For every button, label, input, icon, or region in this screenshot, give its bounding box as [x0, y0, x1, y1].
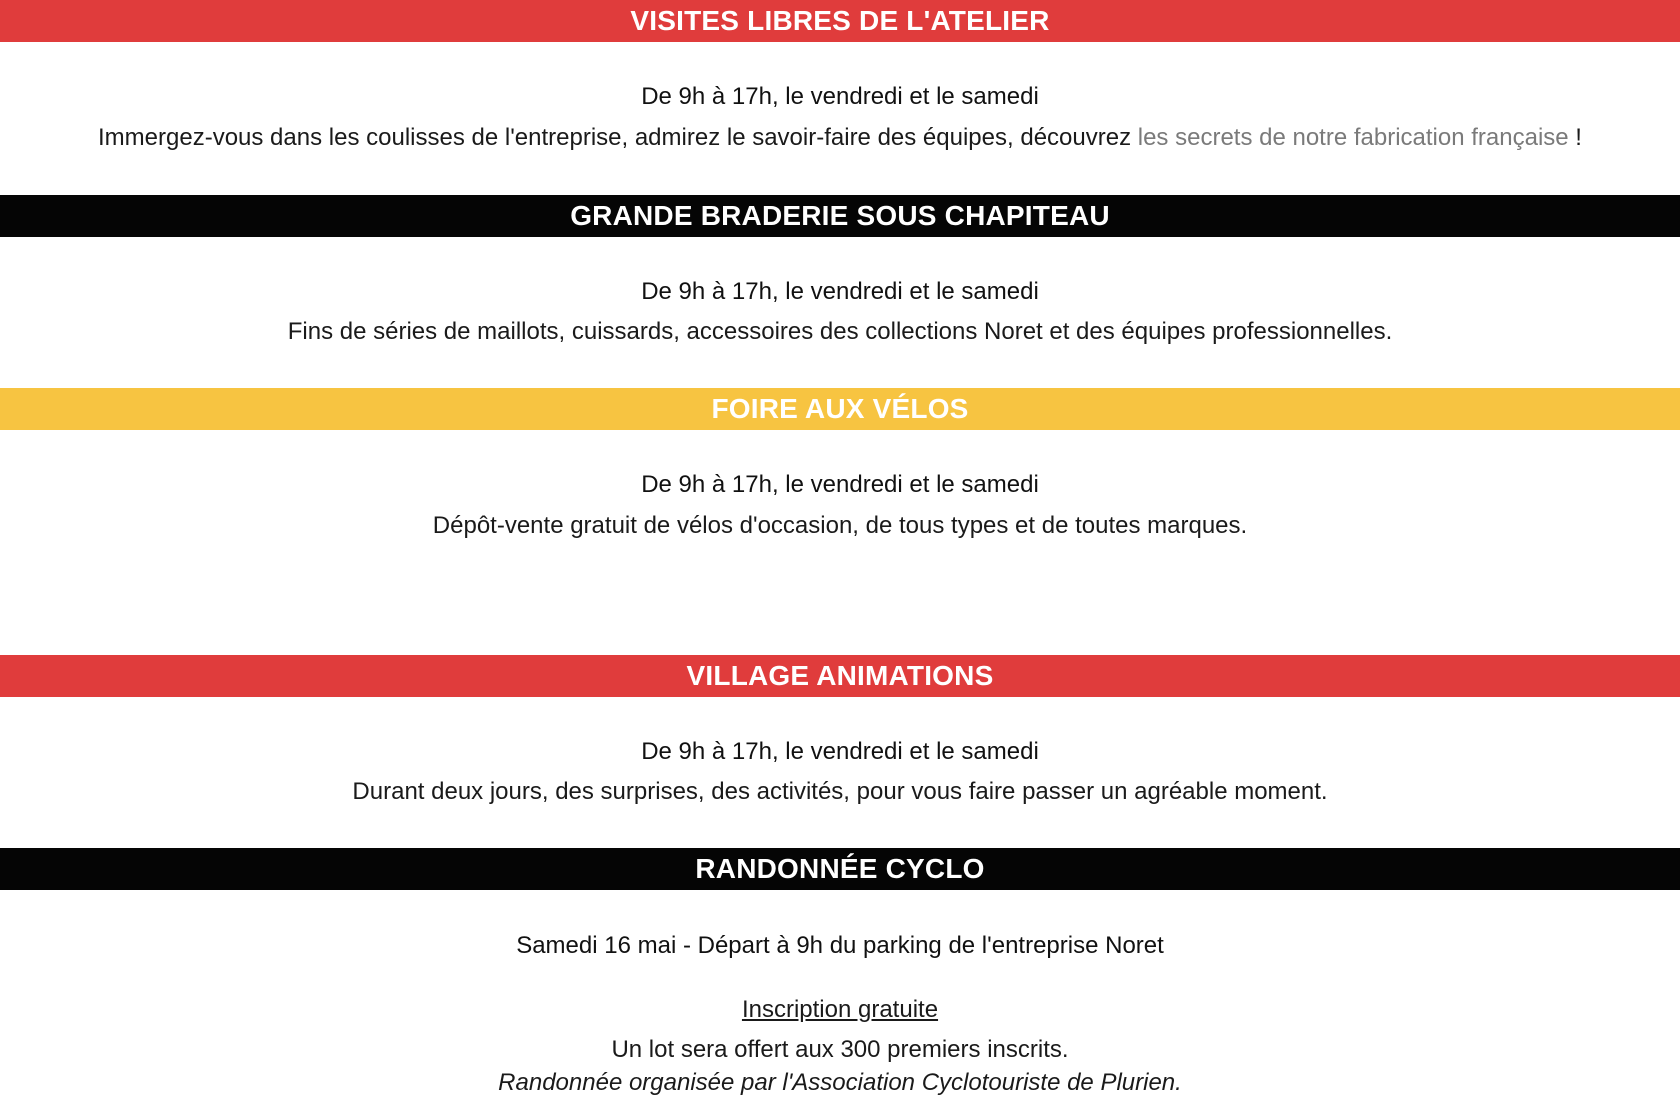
- section-banner-foire: [0, 388, 1680, 430]
- section-title-atelier: VISITES LIBRES DE L'ATELIER: [630, 5, 1050, 36]
- schedule-village: De 9h à 17h, le vendredi et le samedi: [641, 738, 1039, 765]
- section-banner-randonnee: [0, 848, 1680, 890]
- schedule-braderie: De 9h à 17h, le vendredi et le samedi: [641, 278, 1039, 305]
- fabrication-link[interactable]: les secrets de notre fabrication française: [1137, 124, 1569, 151]
- description-braderie: Fins de séries de maillots, cuissards, accessoires des collections Noret et des équipes professionnelles.: [287, 318, 1393, 345]
- schedule-atelier: De 9h à 17h, le vendredi et le samedi: [641, 83, 1039, 110]
- section-title-foire: FOIRE AUX VÉLOS: [711, 393, 969, 424]
- schedule-foire: De 9h à 17h, le vendredi et le samedi: [641, 471, 1039, 498]
- section-banner-braderie: [0, 195, 1680, 237]
- section-banner-atelier: [0, 0, 1680, 42]
- schedule-randonnee: Samedi 16 mai - Départ à 9h du parking de l'entreprise Noret: [516, 932, 1164, 959]
- lot-info: Un lot sera offert aux 300 premiers inscrits.: [611, 1036, 1069, 1063]
- description-atelier: [0, 123, 1680, 153]
- description-atelier-text: Immergez-vous dans les coulisses de l'entreprise, admirez le savoir-faire des équipes, découvrez: [98, 124, 1138, 151]
- organisation-info: Randonnée organisée par l'Association Cyclotouriste de Plurien.: [498, 1069, 1182, 1096]
- description-village: Durant deux jours, des surprises, des activités, pour vous faire passer un agréable moment.: [352, 778, 1328, 805]
- description-foire: Dépôt-vente gratuit de vélos d'occasion, de tous types et de toutes marques.: [432, 512, 1248, 539]
- section-title-village: VILLAGE ANIMATIONS: [686, 660, 994, 691]
- section-banner-village: [0, 655, 1680, 697]
- section-title-braderie: GRANDE BRADERIE SOUS CHAPITEAU: [570, 200, 1110, 231]
- inscription-label: Inscription gratuite: [741, 996, 939, 1023]
- section-title-randonnee: RANDONNÉE CYCLO: [695, 853, 985, 884]
- description-atelier-end: !: [1568, 124, 1582, 151]
